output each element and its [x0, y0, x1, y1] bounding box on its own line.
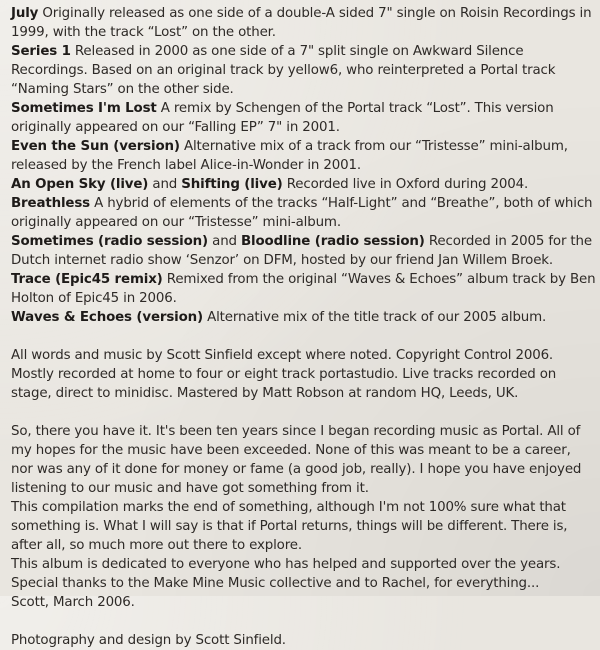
credit-waves-echoes: [11, 308, 596, 327]
track-title-2: Bloodline (radio session): [241, 234, 425, 249]
conjunction: and: [208, 234, 241, 249]
copyright-paragraph: All words and music by Scott Sinfield except where noted. Copyright Control 2006. Mostly recorded at home to four or eight track portastudio. Live tracks recorded on stage, direct to minidisc. Mastered by Matt Robson at random HQ, Leeds, UK.: [11, 348, 557, 401]
message-paragraph: This compilation marks the end of something, although I'm not 100% sure what that something is. What I will say is that if Portal returns, things will be different. There is, after all, so much more out there to explore.: [11, 500, 568, 553]
track-credits: [11, 4, 596, 327]
credit-text: Released in 2000 as one side of a 7" split single on Awkward Silence Recordings. Based on an original track by yellow6, who reinterpreted a Portal track “Naming Stars” on the other side.: [11, 44, 556, 97]
credit-open-sky-shifting: [11, 175, 596, 194]
credit-text: Alternative mix of a track from our “Tristesse” mini-album, released by the French label Alice-in-Wonder in 2001.: [11, 139, 568, 173]
track-title: July: [11, 6, 39, 21]
credit-text: A hybrid of elements of the tracks “Half-Light” and “Breathe”, both of which originally appeared on our “Tristesse” mini-album.: [11, 196, 593, 230]
credit-text: Recorded live in Oxford during 2004.: [282, 177, 529, 192]
credit-breathless: [11, 194, 596, 232]
track-title: Sometimes (radio session): [11, 234, 209, 249]
track-title: Sometimes I'm Lost: [11, 101, 157, 116]
personal-message: [11, 422, 596, 612]
track-title: Waves & Echoes (version): [11, 310, 203, 325]
track-title: An Open Sky (live): [11, 177, 149, 192]
track-title: Even the Sun (version): [11, 139, 180, 154]
credit-trace: [11, 270, 596, 308]
conjunction: and: [148, 177, 182, 192]
credit-july: [11, 4, 596, 42]
credit-text: A remix by Schengen of the Portal track “Lost”. This version originally appeared on our “Falling EP” 7" in 2001.: [11, 101, 554, 135]
signature: Scott, March 2006.: [11, 595, 135, 610]
credit-text: Originally released as one side of a double-A sided 7" single on Roisin Recordings in 1999, with the track “Lost” on the other.: [11, 6, 592, 40]
credit-series-1: [11, 42, 596, 99]
track-title: Breathless: [11, 196, 90, 211]
credit-text: Remixed from the original “Waves & Echoes” album track by Ben Holton of Epic45 in 2006.: [11, 272, 596, 306]
message-paragraph: So, there you have it. It's been ten years since I began recording music as Portal. All of my hopes for the music have been exceeded. None of this was meant to be a career, nor was any of it done for money or fame (a good job, really). I hope you have enjoyed listening to our music and have got something from it.: [11, 424, 582, 496]
credit-sometimes-im-lost: [11, 99, 596, 137]
track-title-2: Shifting (live): [181, 177, 283, 192]
track-title: Series 1: [11, 44, 71, 59]
photography-credit: Photography and design by Scott Sinfield.: [11, 633, 286, 648]
credit-text: Recorded in 2005 for the Dutch internet radio show ‘Senzor’ on DFM, hosted by our friend Jan Willem Broek.: [11, 234, 592, 268]
credit-radio-session: [11, 232, 596, 270]
credit-text: Alternative mix of the title track of our 2005 album.: [203, 310, 547, 325]
track-title: Trace (Epic45 remix): [11, 272, 163, 287]
dedication-paragraph: This album is dedicated to everyone who has helped and supported over the years. Special thanks to the Make Mine Music collective and to Rachel, for everything...: [11, 557, 561, 591]
credit-even-the-sun: [11, 137, 596, 175]
